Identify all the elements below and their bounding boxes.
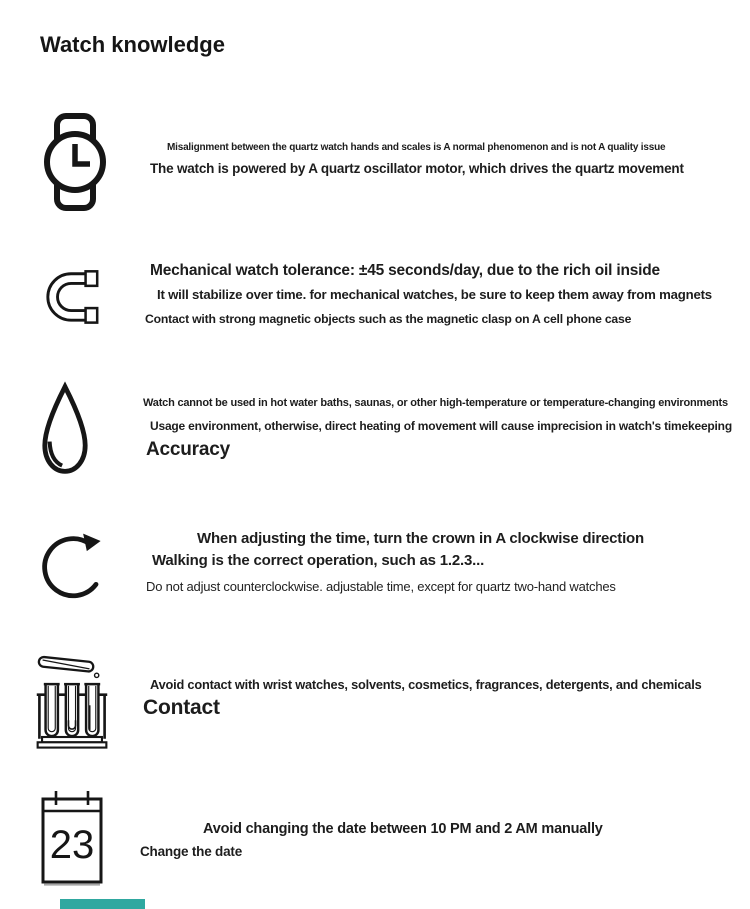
calendar-icon [40,790,104,891]
clockwise-rotation-icon [38,525,108,610]
section-contact [0,646,750,756]
date-change-warning-text: Avoid changing the date between 10 PM and 2 AM manually [203,821,603,837]
counterclockwise-warning-text: Do not adjust counterclockwise. adjustable time, except for quartz two-hand watches [146,579,616,594]
quartz-main-text: The watch is powered by A quartz oscillator motor, which drives the quartz movement [150,161,684,176]
page-title: Watch knowledge [40,32,225,57]
chemicals-warning-text: Avoid contact with wrist watches, solvents, cosmetics, fragrances, detergents, and chemicals [150,677,702,692]
tolerance-headline-text: Mechanical watch tolerance: ±45 seconds/day, due to the rich oil inside [150,262,660,279]
section-magnetism [0,258,750,338]
water-drop-icon [40,381,90,484]
accent-bar [60,899,145,909]
magnet-advice-text: It will stabilize over time. for mechanical watches, be sure to keep them away from magnets [157,287,712,302]
hot-water-warning-text: Watch cannot be used in hot water baths, saunas, or other high-temperature or temperature-changing environments [143,397,728,409]
clockwise-headline-text: When adjusting the time, turn the crown in A clockwise direction [197,530,644,547]
section-time-adjustment [0,524,750,614]
section-accuracy [0,380,750,484]
magnet-icon [42,266,104,331]
magnet-contact-text: Contact with strong magnetic objects such as the magnetic clasp on A cell phone case [145,312,632,326]
quartz-note-text: Misalignment between the quartz watch hands and scales is A normal phenomenon and is not A quality issue [167,142,666,153]
test-tubes-icon [35,648,109,757]
section-date-change [0,788,750,888]
section-quartz-movement [0,112,750,222]
wristwatch-icon [42,112,108,217]
usage-environment-text: Usage environment, otherwise, direct heating of movement will cause imprecision in watch's timekeeping [150,419,732,433]
calendar-day-number: 23 [49,823,95,867]
walking-operation-text: Walking is the correct operation, such as 1.2.3... [152,552,485,569]
contact-heading: Contact [143,696,220,719]
accuracy-heading: Accuracy [146,439,230,460]
change-date-heading: Change the date [140,844,243,859]
